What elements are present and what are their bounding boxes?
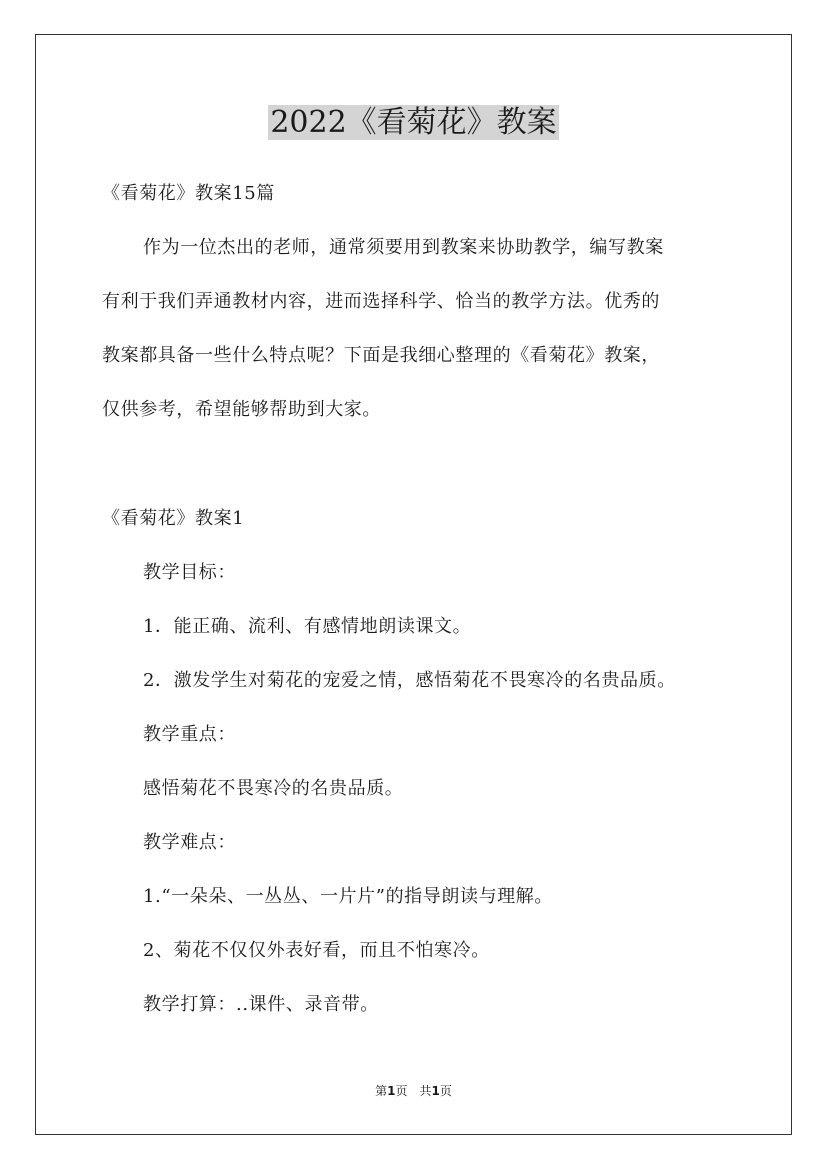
document-title bbox=[0, 103, 827, 143]
intro-line-2: 有利于我们弄通教材内容，进而选择科学、恰当的教学方法。优秀的 bbox=[102, 291, 660, 312]
section1-line-2: 1．能正确、流利、有感情地朗读课文。 bbox=[143, 616, 472, 637]
section1-line-8: 2、菊花不仅仅外表好看，而且不怕寒冷。 bbox=[143, 940, 490, 961]
section1-line-1: 教学目标： bbox=[143, 562, 236, 583]
section1-line-6: 教学难点： bbox=[143, 832, 236, 853]
section1-line-9: 教学打算：..课件、录音带。 bbox=[143, 994, 379, 1015]
section1-heading: 《看菊花》教案1 bbox=[102, 508, 245, 529]
footer-mid: 页 共 bbox=[395, 1084, 432, 1098]
section1-line-3: 2．激发学生对菊花的宠爱之情，感悟菊花不畏寒冷的名贵品质。 bbox=[143, 670, 676, 691]
footer-prefix: 第 bbox=[375, 1084, 388, 1098]
page-footer bbox=[0, 1083, 827, 1099]
intro-line-1: 作为一位杰出的老师，通常须要用到教案来协助教学，编写教案 bbox=[143, 237, 664, 258]
intro-line-4: 仅供参考，希望能够帮助到大家。 bbox=[102, 399, 381, 420]
section1-line-5: 感悟菊花不畏寒冷的名贵品质。 bbox=[143, 778, 404, 799]
footer-page-number: 1 bbox=[387, 1084, 396, 1098]
document-title-text: 2022《看菊花》教案 bbox=[270, 105, 557, 140]
intro-line-3: 教案都具备一些什么特点呢？下面是我细心整理的《看菊花》教案， bbox=[102, 345, 660, 366]
footer-suffix: 页 bbox=[439, 1084, 452, 1098]
section1-line-7: 1.“一朵朵、一丛丛、一片片”的指导朗读与理解。 bbox=[143, 886, 553, 907]
section1-line-4: 教学重点： bbox=[143, 724, 236, 745]
subtitle: 《看菊花》教案15篇 bbox=[102, 183, 275, 204]
footer-total-pages: 1 bbox=[431, 1084, 440, 1098]
